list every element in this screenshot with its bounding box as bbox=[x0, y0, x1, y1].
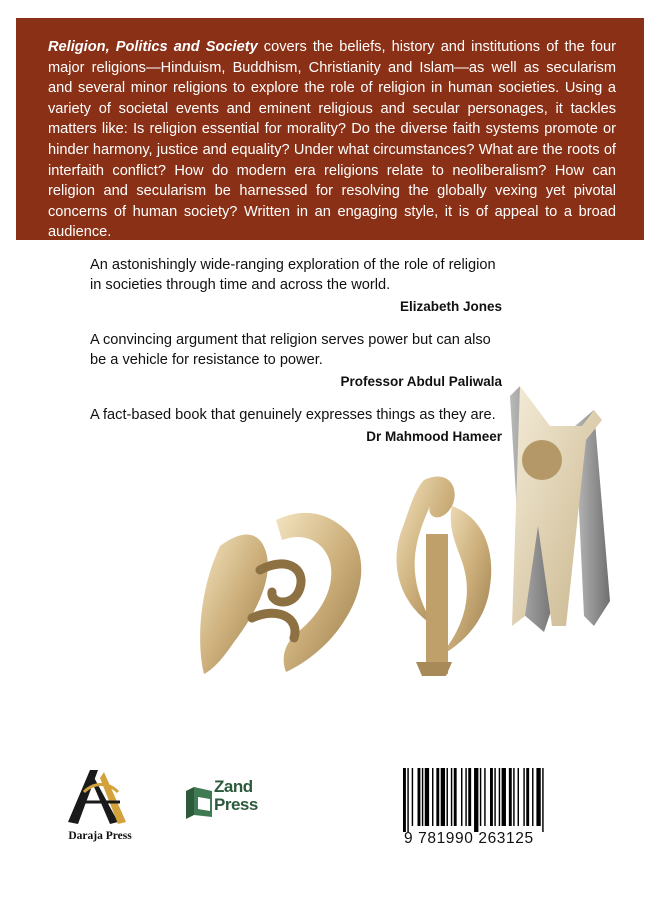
daraja-press-name: Daraja Press bbox=[68, 830, 132, 842]
barcode-bar bbox=[526, 768, 529, 826]
barcode-bar bbox=[523, 768, 524, 826]
barcode-bar bbox=[441, 768, 445, 826]
reviewer-name: Professor Abdul Paliwala bbox=[340, 374, 502, 389]
zand-press-logo bbox=[184, 775, 284, 825]
reviewer-name: Elizabeth Jones bbox=[399, 299, 502, 314]
barcode-bar bbox=[412, 768, 413, 826]
barcode-bar bbox=[513, 768, 514, 826]
book-title: Religion, Politics and Society bbox=[48, 39, 258, 55]
reviewer-name: Dr Mahmood Hameer bbox=[366, 429, 502, 444]
barcode-bar bbox=[454, 768, 457, 826]
blurb-body: covers the beliefs, history and institutions of the four major religions—Hinduism, Buddhism, Christianity and Islam—as well as secularism and several minor religions to explore the role of religion in human societies. Using a variety of societal events and eminent religious and secular personages, it tackles matters like: Is religion essential for morality? Do the diverse faith systems promote or hinder harmony, justice and equality? Under what circumstances? What are the roots of interfaith conflict? How do modern era religions relate to neoliberalism? How can religion and secularism be harnessed for resolving the globally vexing yet pivotal concerns of human society? Written in an engaging style, it is of appeal to a broad audience. bbox=[48, 39, 616, 241]
barcode-bar bbox=[418, 768, 421, 826]
barcode-bar bbox=[494, 768, 495, 826]
review-quote: A fact-based book that genuinely expresses things as they are. bbox=[90, 407, 496, 423]
isbn-number: 9 781990 263125 bbox=[404, 830, 534, 847]
barcode-bar bbox=[407, 768, 408, 832]
barcode-bar bbox=[480, 768, 481, 826]
barcode-bar bbox=[461, 768, 462, 826]
barcode-bar bbox=[502, 768, 506, 826]
barcode bbox=[399, 768, 599, 832]
barcode-bar bbox=[499, 768, 500, 826]
barcode-bar bbox=[422, 768, 423, 826]
barcode-bar bbox=[425, 768, 429, 826]
review-quote: A convincing argument that religion serves power but can also be a vehicle for resistance to power. bbox=[90, 332, 491, 368]
barcode-bar bbox=[474, 768, 478, 832]
blurb-text bbox=[48, 37, 616, 243]
barcode-bar bbox=[536, 768, 540, 826]
barcode-bar bbox=[451, 768, 452, 826]
barcode-bar bbox=[447, 768, 448, 826]
barcode-bar bbox=[468, 768, 471, 826]
zand-press-name bbox=[214, 778, 258, 814]
barcode-bar bbox=[518, 768, 519, 826]
press-word: Press bbox=[214, 795, 258, 814]
review-item bbox=[90, 255, 502, 317]
barcode-bar bbox=[432, 768, 433, 826]
barcode-bar bbox=[490, 768, 493, 826]
barcode-bar bbox=[465, 768, 466, 826]
religious-symbols-icon bbox=[190, 356, 660, 746]
review-quote: An astonishingly wide-ranging exploration of the role of religion in societies through time and across the world. bbox=[90, 257, 496, 293]
barcode-bar bbox=[403, 768, 406, 832]
barcode-bar bbox=[509, 768, 512, 826]
barcode-bar bbox=[484, 768, 485, 826]
zand-word: Zand bbox=[214, 777, 253, 796]
zand-press-logo-icon bbox=[184, 781, 218, 821]
barcode-bar bbox=[532, 768, 533, 826]
barcode-bar bbox=[436, 768, 439, 826]
barcode-bar bbox=[542, 768, 543, 832]
